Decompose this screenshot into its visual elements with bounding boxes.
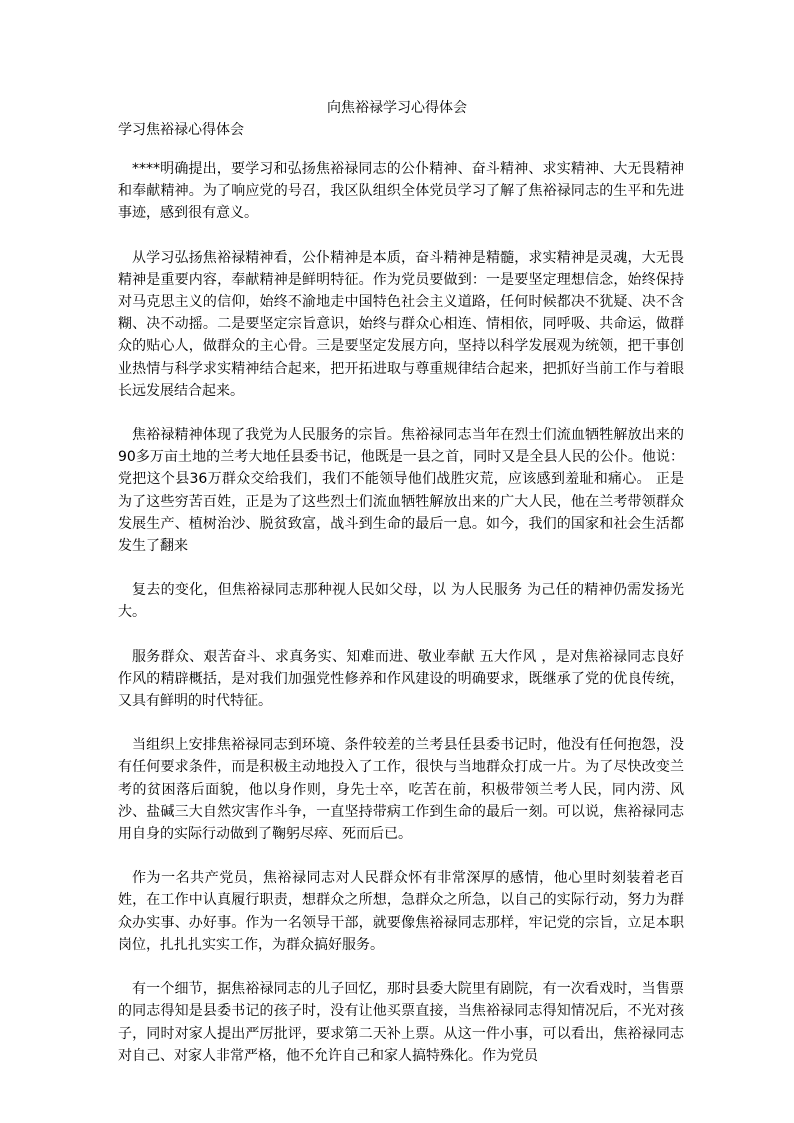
paragraph-5: 服务群众、艰苦奋斗、求真务实、知难而进、敬业奉献 五大作风 ，是对焦裕禄同志良好作风的精辟概括，是对我们加强党性修养和作风建设的明确要求，既继承了党的优良传统，又具有鲜明的时代特征。	[118, 648, 684, 710]
paragraph-7: 作为一名共产党员，焦裕禄同志对人民群众怀有非常深厚的感情，他心里时刻装着老百姓，在工作中认真履行职责，想群众之所想，急群众之所急，以自己的实际行动，努力为群众办实事、办好事。作为一名领导干部，就要像焦裕禄同志那样，牢记党的宗旨，立足本职岗位，扎扎扎实实工作，为群众搞好服务。	[118, 870, 684, 953]
paragraph-1: ****明确提出，要学习和弘扬焦裕禄同志的公仆精神、奋斗精神、求实精神、大无畏精神和奉献精神。为了响应党的号召，我区队组织全体党员学习了解了焦裕禄同志的生平和先进事迹，感到很有意义。	[118, 161, 684, 222]
paragraph-2: 从学习弘扬焦裕禄精神看，公仆精神是本质，奋斗精神是精髓，求实精神是灵魂，大无畏精神是重要内容，奉献精神是鲜明特征。作为党员要做到：一是要坚定理想信念，始终保持对马克思主义的信仰，始终不渝地走中国特色社会主义道路，任何时候都决不犹疑、决不含糊、决不动摇。二是要坚定宗旨意识，始终与群众心相连、情相依，同呼吸、共命运，做群众的贴心人，做群众的主心骨。三是要坚定发展方向，坚持以科学发展观为统领，把干事创业热情与科学求实精神结合起来，把开拓进取与尊重规律结合起来，把抓好当前工作与着眼长远发展结合起来。	[118, 249, 684, 399]
paragraph-4: 复去的变化，但焦裕禄同志那种视人民如父母，以 为人民服务 为己任的精神仍需发扬光大。	[118, 582, 684, 621]
document-title: 向焦裕禄学习心得体会	[327, 100, 467, 116]
document-subtitle: 学习焦裕禄心得体会	[118, 122, 244, 138]
paragraph-6: 当组织上安排焦裕禄同志到环境、条件较差的兰考县任县委书记时，他没有任何抱怨，没有任何要求条件，而是积极主动地投入了工作，很快与当地群众打成一片。为了尽快改变兰考的贫困落后面貌，他以身作则，身先士卒，吃苦在前，积极带领兰考人民，同内涝、风沙、盐碱三大自然灾害作斗争，一直坚持带病工作到生命的最后一刻。可以说，焦裕禄同志用自身的实际行动做到了鞠躬尽瘁、死而后已。	[118, 737, 684, 843]
paragraph-3: 焦裕禄精神体现了我党为人民服务的宗旨。焦裕禄同志当年在烈士们流血牺牲解放出来的90多万亩土地的兰考大地任县委书记，他既是一县之首，同时又是全县人民的公仆。他说：党把这个县36万群众交给我们，我们不能领导他们战胜灾荒，应该感到羞耻和痛心。 正是为了这些穷苦百姓，正是为了这些烈士们流血牺牲解放出来的广大人民，他在兰考带领群众发展生产、植树治沙、脱贫致富，战斗到生命的最后一息。如今，我们的国家和社会生活都发生了翻来	[118, 427, 684, 555]
paragraph-8: 有一个细节，据焦裕禄同志的儿子回忆，那时县委大院里有剧院，有一次看戏时，当售票的同志得知是县委书记的孩子时，没有让他买票直接，当焦裕禄同志得知情况后，不光对孩子，同时对家人提出严厉批评，要求第二天补上票。从这一件小事，可以看出，焦裕禄同志对自己、对家人非常严格，他不允许自己和家人搞特殊化。作为党员	[118, 981, 684, 1064]
document-body	[118, 158, 684, 1089]
